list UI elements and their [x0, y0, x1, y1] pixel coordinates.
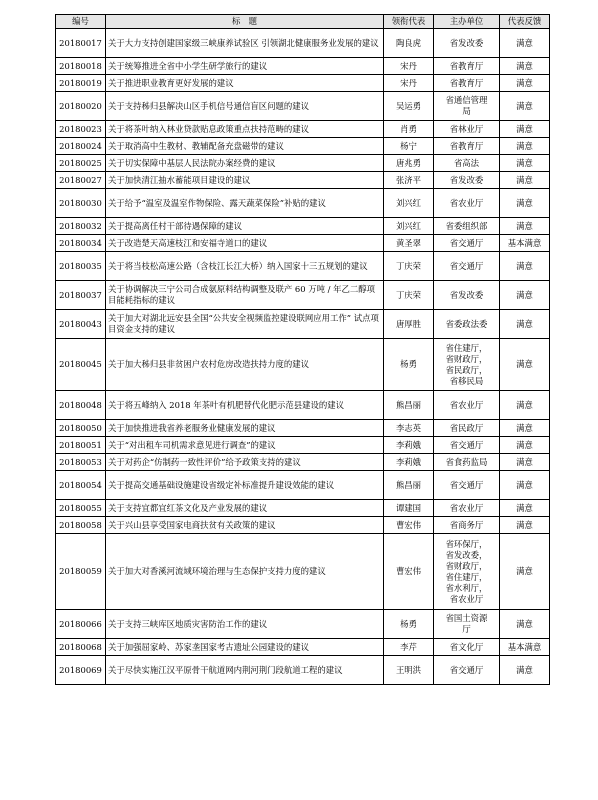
table-row [56, 172, 550, 189]
cell-lead: 黄圣翠 [384, 235, 434, 252]
cell-id: 20180048 [56, 391, 106, 420]
cell-unit [434, 500, 500, 517]
table-header-row [56, 15, 550, 29]
cell-title: 关于加大对湖北远安县全国“公共安全视频监控建设联网应用工作” 试点项目资金支持的建议 [106, 310, 384, 339]
table-row [56, 500, 550, 517]
cell-title: 关于协调解决三宁公司合成氨原料结构调整及联产 60 万吨 / 年乙二醇项目能耗指标的建议 [106, 281, 384, 310]
cell-id: 20180034 [56, 235, 106, 252]
cell-id: 20180032 [56, 218, 106, 235]
cell-lead: 刘兴红 [384, 189, 434, 218]
cell-unit [434, 218, 500, 235]
unit-line: 省发改委 [449, 174, 484, 185]
cell-feedback: 满意 [500, 310, 550, 339]
cell-id: 20180055 [56, 500, 106, 517]
cell-id: 20180043 [56, 310, 106, 339]
cell-id: 20180058 [56, 517, 106, 534]
cell-feedback: 满意 [500, 155, 550, 172]
table-row [56, 454, 550, 471]
unit-line: 省委政法委 [445, 318, 488, 329]
cell-unit [434, 534, 500, 610]
cell-feedback: 满意 [500, 534, 550, 610]
cell-unit [434, 252, 500, 281]
unit-line: 省住建厅， [445, 571, 488, 582]
cell-lead: 熊昌丽 [384, 391, 434, 420]
cell-unit [434, 391, 500, 420]
unit-line: 省农业厅 [449, 399, 484, 410]
unit-line: 省农业厅 [449, 502, 484, 513]
cell-feedback: 基本满意 [500, 639, 550, 656]
unit-line: 省教育厅 [449, 60, 484, 71]
header-id: 编号 [56, 15, 106, 29]
unit-line: 省通信管理 [445, 95, 488, 105]
cell-unit [434, 454, 500, 471]
cell-id: 20180035 [56, 252, 106, 281]
cell-title: 关于支持三峡库区地质灾害防治工作的建议 [106, 610, 384, 639]
table-row [56, 517, 550, 534]
cell-feedback: 满意 [500, 218, 550, 235]
cell-feedback: 满意 [500, 656, 550, 685]
cell-id: 20180037 [56, 281, 106, 310]
cell-lead: 丁庆荣 [384, 281, 434, 310]
cell-lead: 李志英 [384, 420, 434, 437]
unit-line: 省农业厅 [449, 593, 484, 604]
table-row [56, 281, 550, 310]
cell-unit [434, 58, 500, 75]
table-row [56, 420, 550, 437]
cell-lead: 熊昌丽 [384, 471, 434, 500]
cell-id: 20180069 [56, 656, 106, 685]
header-unit: 主办单位 [434, 15, 500, 29]
cell-unit [434, 610, 500, 639]
cell-lead: 曹宏伟 [384, 517, 434, 534]
cell-id: 20180059 [56, 534, 106, 610]
cell-id: 20180018 [56, 58, 106, 75]
cell-id: 20180050 [56, 420, 106, 437]
cell-lead: 李莉娥 [384, 454, 434, 471]
unit-line: 省食药监局 [445, 456, 488, 467]
cell-title: 关于改造楚天高速枝江和安福寺道口的建议 [106, 235, 384, 252]
unit-line: 省交通厅 [449, 479, 484, 490]
cell-title: 关于加快推进我省养老服务业健康发展的建议 [106, 420, 384, 437]
cell-id: 20180017 [56, 29, 106, 58]
unit-line: 省发改委 [449, 289, 484, 300]
cell-id: 20180068 [56, 639, 106, 656]
unit-line: 省高法 [453, 157, 480, 168]
cell-lead: 杨勇 [384, 339, 434, 391]
cell-title: 关于加快清江抽水蓄能项目建设的建议 [106, 172, 384, 189]
table-row [56, 310, 550, 339]
unit-line: 省国土资源 [445, 613, 488, 623]
unit-line: 省委组织部 [445, 220, 488, 231]
unit-line: 省水利厅， [445, 582, 488, 593]
cell-unit [434, 92, 500, 121]
cell-unit [434, 656, 500, 685]
cell-lead: 吴运勇 [384, 92, 434, 121]
cell-unit [434, 339, 500, 391]
cell-feedback: 满意 [500, 437, 550, 454]
cell-feedback: 满意 [500, 172, 550, 189]
unit-line: 省林业厅 [449, 123, 484, 134]
cell-unit [434, 121, 500, 138]
table-row [56, 138, 550, 155]
table-row [56, 58, 550, 75]
cell-lead: 杨宁 [384, 138, 434, 155]
cell-title: 关于加大秭归县非贫困户农村危房改造扶持力度的建议 [106, 339, 384, 391]
cell-lead: 肖勇 [384, 121, 434, 138]
cell-lead: 李芹 [384, 639, 434, 656]
cell-lead: 李莉娥 [384, 437, 434, 454]
cell-title: 关于对药企“仿制药一致性评价”给予政策支持的建议 [106, 454, 384, 471]
cell-title: 关于切实保障中基层人民法院办案经费的建议 [106, 155, 384, 172]
unit-line: 省财政厅， [445, 353, 488, 364]
table-row [56, 437, 550, 454]
table-row [56, 155, 550, 172]
header-feedback: 代表反馈 [500, 15, 550, 29]
cell-title: 关于推进职业教育更好发展的建议 [106, 75, 384, 92]
cell-lead: 唐兆勇 [384, 155, 434, 172]
cell-id: 20180045 [56, 339, 106, 391]
unit-line: 省环保厅， [445, 538, 488, 549]
table-row [56, 534, 550, 610]
cell-feedback: 满意 [500, 517, 550, 534]
cell-title: 关于加强屈家岭、苏家垄国家考古遗址公园建设的建议 [106, 639, 384, 656]
cell-title: 关于大力支持创建国家级三峡康养试验区 引领湖北健康服务业发展的建议 [106, 29, 384, 58]
cell-lead: 张济平 [384, 172, 434, 189]
unit-line: 省住建厅， [445, 342, 488, 353]
cell-feedback: 满意 [500, 339, 550, 391]
cell-id: 20180051 [56, 437, 106, 454]
cell-unit [434, 172, 500, 189]
cell-lead: 唐厚胜 [384, 310, 434, 339]
table-row [56, 339, 550, 391]
unit-line: 省发改委， [445, 549, 488, 560]
cell-id: 20180023 [56, 121, 106, 138]
unit-line: 局 [462, 106, 471, 116]
table-row [56, 610, 550, 639]
cell-feedback: 满意 [500, 121, 550, 138]
cell-lead: 陶良虎 [384, 29, 434, 58]
cell-feedback: 基本满意 [500, 235, 550, 252]
header-lead: 领衔代表 [384, 15, 434, 29]
cell-id: 20180024 [56, 138, 106, 155]
cell-lead: 曹宏伟 [384, 534, 434, 610]
unit-line: 省商务厅 [449, 519, 484, 530]
cell-lead: 刘兴红 [384, 218, 434, 235]
cell-title: 关于兴山县享受国家电商扶贫有关政策的建议 [106, 517, 384, 534]
cell-unit [434, 138, 500, 155]
unit-line: 省交通厅 [449, 237, 484, 248]
cell-unit [434, 235, 500, 252]
cell-title: 关于取消高中生教材、教辅配备充盘磁带的建议 [106, 138, 384, 155]
cell-title: 关于统筹推进全省中小学生研学旅行的建议 [106, 58, 384, 75]
cell-feedback: 满意 [500, 29, 550, 58]
cell-id: 20180053 [56, 454, 106, 471]
cell-unit [434, 639, 500, 656]
cell-id: 20180019 [56, 75, 106, 92]
unit-line: 省财政厅， [445, 560, 488, 571]
unit-line: 省发改委 [449, 37, 484, 48]
cell-unit [434, 517, 500, 534]
cell-unit [434, 155, 500, 172]
cell-id: 20180054 [56, 471, 106, 500]
unit-line: 厅 [462, 624, 471, 634]
cell-title: 关于提高交通基础设施建设省级定补标准提升建设效能的建议 [106, 471, 384, 500]
cell-lead: 宋丹 [384, 75, 434, 92]
cell-lead: 丁庆荣 [384, 252, 434, 281]
cell-title: 关于尽快实施江汉平原骨干航道网内荆河荆门段航道工程的建议 [106, 656, 384, 685]
table-row [56, 29, 550, 58]
cell-feedback: 满意 [500, 252, 550, 281]
unit-line: 省民政厅 [449, 422, 484, 433]
cell-unit [434, 189, 500, 218]
cell-title: 关于将当枝松高速公路（含枝江长江大桥）纳入国家十三五规划的建议 [106, 252, 384, 281]
cell-id: 20180027 [56, 172, 106, 189]
cell-title: 关于给予“温室及温室作物保险、露天蔬菜保险”补贴的建议 [106, 189, 384, 218]
table-row [56, 391, 550, 420]
cell-feedback: 满意 [500, 75, 550, 92]
cell-feedback: 满意 [500, 610, 550, 639]
table-row [56, 235, 550, 252]
cell-feedback: 满意 [500, 391, 550, 420]
table-row [56, 471, 550, 500]
unit-line: 省民政厅， [445, 364, 488, 375]
cell-unit [434, 310, 500, 339]
cell-id: 20180066 [56, 610, 106, 639]
cell-unit [434, 281, 500, 310]
cell-title: 关于提高离任村干部待遇保障的建议 [106, 218, 384, 235]
cell-feedback: 满意 [500, 471, 550, 500]
cell-lead: 宋丹 [384, 58, 434, 75]
cell-title: 关于支持宜都宜红茶文化及产业发展的建议 [106, 500, 384, 517]
cell-feedback: 满意 [500, 500, 550, 517]
cell-unit [434, 29, 500, 58]
unit-line: 省文化厅 [449, 641, 484, 652]
cell-feedback: 满意 [500, 138, 550, 155]
cell-id: 20180020 [56, 92, 106, 121]
unit-line: 省交通厅 [449, 664, 484, 675]
cell-feedback: 满意 [500, 454, 550, 471]
table-body [56, 29, 550, 685]
cell-unit [434, 437, 500, 454]
table-row [56, 92, 550, 121]
cell-feedback: 满意 [500, 281, 550, 310]
table-row [56, 121, 550, 138]
table-row [56, 639, 550, 656]
header-title: 标 题 [106, 15, 384, 29]
unit-line: 省教育厅 [449, 140, 484, 151]
cell-lead: 谭建国 [384, 500, 434, 517]
unit-line: 省教育厅 [449, 77, 484, 88]
table-row [56, 189, 550, 218]
table-row [56, 75, 550, 92]
cell-title: 关于将五峰纳入 2018 年茶叶有机肥替代化肥示范县建设的建议 [106, 391, 384, 420]
cell-feedback: 满意 [500, 420, 550, 437]
proposal-table [55, 14, 550, 685]
unit-line: 省移民局 [449, 375, 484, 386]
unit-line: 省交通厅 [449, 260, 484, 271]
cell-title: 关于将茶叶纳入林业贷款贴息政策重点扶持范畴的建议 [106, 121, 384, 138]
unit-line: 省交通厅 [449, 439, 484, 450]
cell-lead: 王明洪 [384, 656, 434, 685]
cell-unit [434, 75, 500, 92]
table-row [56, 656, 550, 685]
cell-title: 关于支持秭归县解决山区手机信号通信盲区问题的建议 [106, 92, 384, 121]
unit-line: 省农业厅 [449, 197, 484, 208]
cell-feedback: 满意 [500, 92, 550, 121]
cell-title: 关于“对出租车司机需求意见进行调查”的建议 [106, 437, 384, 454]
table-row [56, 218, 550, 235]
cell-id: 20180025 [56, 155, 106, 172]
cell-title: 关于加大对香溪河流域环境治理与生态保护支持力度的建议 [106, 534, 384, 610]
cell-unit [434, 420, 500, 437]
cell-id: 20180030 [56, 189, 106, 218]
cell-lead: 杨勇 [384, 610, 434, 639]
cell-unit [434, 471, 500, 500]
table-row [56, 252, 550, 281]
cell-feedback: 满意 [500, 58, 550, 75]
cell-feedback: 满意 [500, 189, 550, 218]
